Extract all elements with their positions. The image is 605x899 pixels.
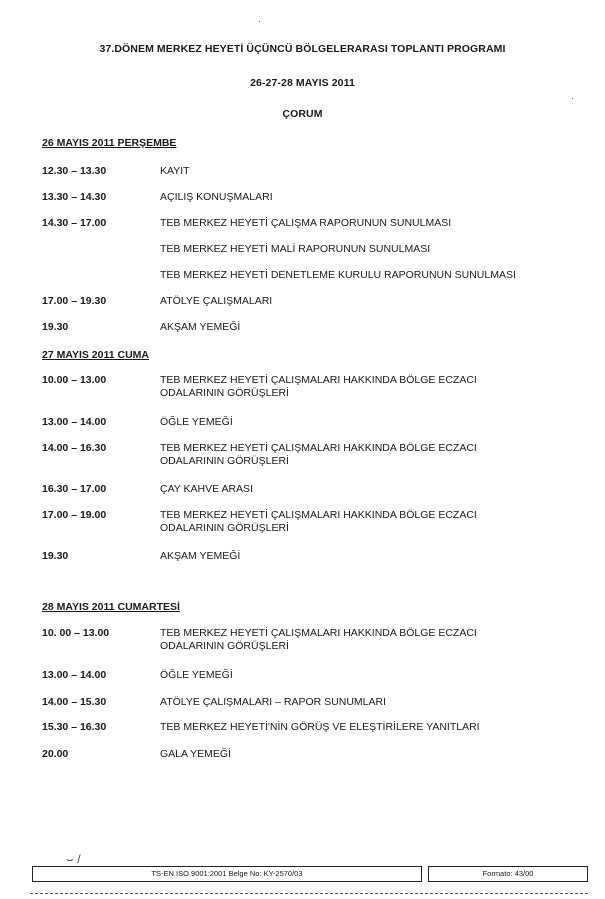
schedule-activity: ATÖLYE ÇALIŞMALARI – RAPOR SUNUMLARI — [160, 696, 387, 708]
schedule-time: 16.30 – 17.00 — [42, 483, 107, 495]
schedule-time: 14.00 – 15.30 — [42, 696, 107, 708]
schedule-time: 14.30 – 17.00 — [42, 217, 107, 229]
schedule-activity: KAYIT — [160, 165, 190, 177]
event-dates: 26-27-28 MAYIS 2011 — [250, 77, 355, 89]
schedule-time: 13.30 – 14.30 — [42, 191, 107, 203]
event-city: ÇORUM — [282, 108, 323, 120]
handwritten-mark: ⌣ / — [66, 852, 81, 866]
schedule-activity: TEB MERKEZ HEYETİ ÇALIŞMALARI HAKKINDA BÖLGE ECZACI ODALARININ GÖRÜŞLERİ — [160, 374, 477, 399]
schedule-activity: ÇAY KAHVE ARASI — [160, 483, 253, 495]
schedule-activity: TEB MERKEZ HEYETİ DENETLEME KURULU RAPORUNUN SUNULMASI — [160, 269, 516, 281]
schedule-time: 17.00 – 19.30 — [42, 295, 107, 307]
schedule-activity: TEB MERKEZ HEYETİ'NİN GÖRÜŞ VE ELEŞTİRİLERE YANITLARI — [160, 721, 480, 733]
schedule-activity: TEB MERKEZ HEYETİ ÇALIŞMALARI HAKKINDA BÖLGE ECZACI ODALARININ GÖRÜŞLERİ — [160, 509, 477, 534]
schedule-time: 17.00 – 19.00 — [42, 509, 107, 521]
schedule-activity: TEB MERKEZ HEYETİ ÇALIŞMALARI HAKKINDA BÖLGE ECZACI ODALARININ GÖRÜŞLERİ — [160, 627, 477, 652]
schedule-time: 19.30 — [42, 550, 69, 562]
day-heading: 26 MAYIS 2011 PERŞEMBE — [42, 137, 177, 149]
footer-form-number: Formato: 43/00 — [428, 866, 588, 882]
schedule-activity: TEB MERKEZ HEYETİ ÇALIŞMA RAPORUNUN SUNULMASI — [160, 217, 452, 229]
schedule-time: 12.30 – 13.30 — [42, 165, 107, 177]
schedule-activity: GALA YEMEĞİ — [160, 748, 232, 760]
scan-speck: · — [571, 93, 574, 103]
footer-certificate: TS-EN ISO 9001:2001 Belge No: KY-2570/03 — [32, 866, 422, 882]
scan-speck: · — [258, 16, 261, 26]
schedule-time: 19.30 — [42, 321, 69, 333]
schedule-time: 10. 00 – 13.00 — [42, 627, 110, 639]
schedule-activity: ÖĞLE YEMEĞİ — [160, 669, 233, 681]
schedule-time: 15.30 – 16.30 — [42, 721, 107, 733]
schedule-time: 13.00 – 14.00 — [42, 416, 107, 428]
schedule-activity: ATÖLYE ÇALIŞMALARI — [160, 295, 273, 307]
schedule-time: 20.00 — [42, 748, 69, 760]
day-heading: 28 MAYIS 2011 CUMARTESİ — [42, 601, 180, 613]
day-heading: 27 MAYIS 2011 CUMA — [42, 349, 149, 361]
schedule-time: 14.00 – 16.30 — [42, 442, 107, 454]
schedule-time: 13.00 – 14.00 — [42, 669, 107, 681]
footer-divider — [30, 893, 588, 894]
schedule-activity: TEB MERKEZ HEYETİ ÇALIŞMALARI HAKKINDA BÖLGE ECZACI ODALARININ GÖRÜŞLERİ — [160, 442, 477, 467]
schedule-time: 10.00 – 13.00 — [42, 374, 107, 386]
schedule-activity: AKŞAM YEMEĞİ — [160, 550, 241, 562]
schedule-activity: ÖĞLE YEMEĞİ — [160, 416, 233, 428]
schedule-activity: TEB MERKEZ HEYETİ MALİ RAPORUNUN SUNULMASI — [160, 243, 431, 255]
document-title: 37.DÖNEM MERKEZ HEYETİ ÜÇÜNCÜ BÖLGELERARASI TOPLANTI PROGRAMI — [99, 43, 506, 55]
schedule-activity: AÇILIŞ KONUŞMALARI — [160, 191, 273, 203]
schedule-activity: AKŞAM YEMEĞİ — [160, 321, 241, 333]
